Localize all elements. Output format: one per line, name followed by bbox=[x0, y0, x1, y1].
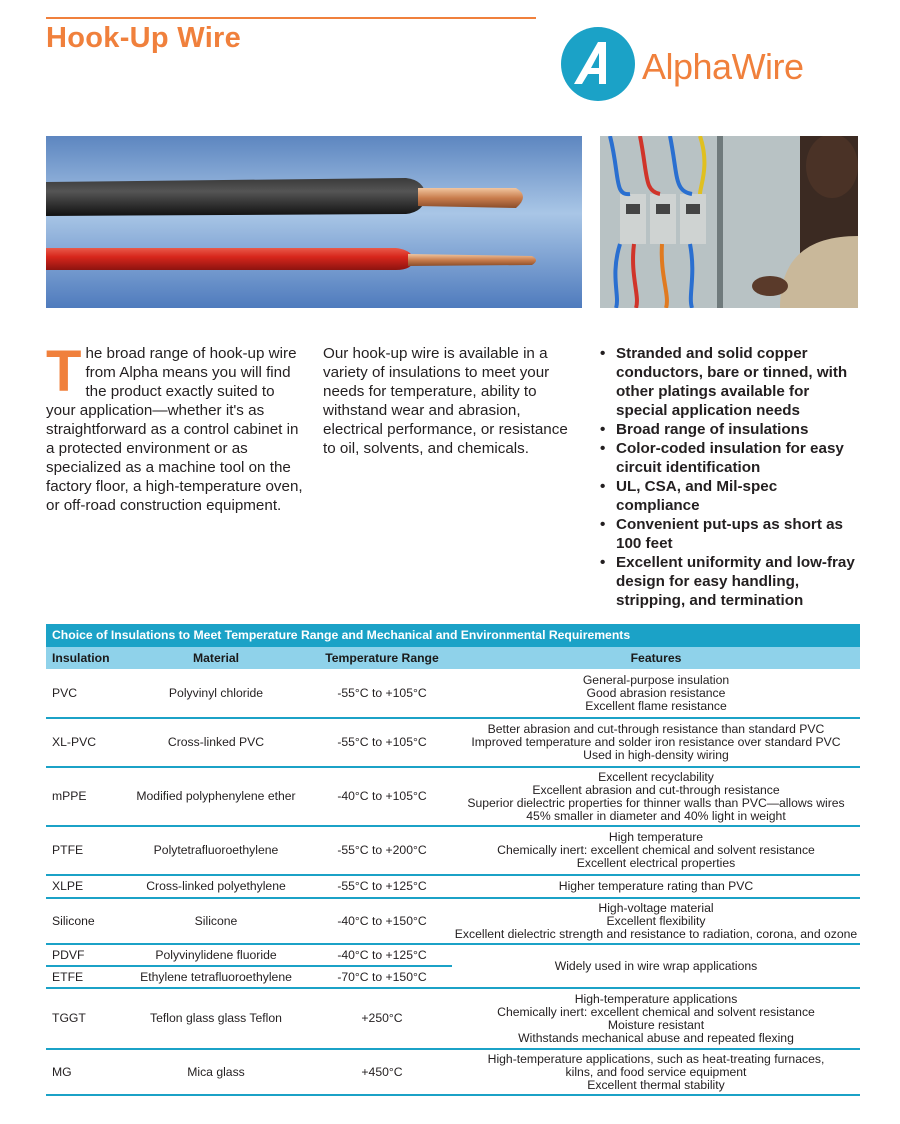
feature-line: 45% smaller in diameter and 40% light in weight bbox=[526, 808, 786, 823]
cell-temperature: -40°C to +105°C bbox=[312, 767, 452, 826]
table-row bbox=[46, 988, 860, 1049]
cell-insulation: mPPE bbox=[46, 767, 120, 826]
cell-material: Cross-linked polyethylene bbox=[120, 875, 312, 898]
cell-features bbox=[452, 875, 860, 898]
cell-material: Silicone bbox=[120, 898, 312, 944]
page-title: Hook-Up Wire bbox=[46, 22, 242, 54]
feature-line: Excellent flexibility bbox=[606, 913, 706, 928]
cell-material: Teflon glass glass Teflon bbox=[120, 988, 312, 1049]
feature-line: Good abrasion resistance bbox=[586, 685, 726, 700]
bullet-item: • Convenient put-ups as short as 100 feet bbox=[600, 515, 862, 553]
feature-line: Excellent thermal stability bbox=[587, 1077, 725, 1092]
feature-line: Withstands mechanical abuse and repeated flexing bbox=[518, 1030, 794, 1045]
table-row bbox=[46, 767, 860, 826]
table-row bbox=[46, 898, 860, 944]
cell-material: Polytetrafluoroethylene bbox=[120, 826, 312, 875]
feature-line: Chemically inert: excellent chemical and solvent resistance bbox=[497, 843, 815, 857]
feature-line: Moisture resistant bbox=[607, 1017, 705, 1032]
bullet-item: • UL, CSA, and Mil-spec compliance bbox=[600, 477, 862, 515]
table-row bbox=[46, 669, 860, 718]
cell-temperature: -55°C to +105°C bbox=[312, 669, 452, 718]
bullet-item: • Color-coded insulation for easy circuit identification bbox=[600, 439, 862, 477]
cell-insulation: XL-PVC bbox=[46, 718, 120, 767]
table-row bbox=[46, 718, 860, 767]
table-row bbox=[46, 875, 860, 898]
feature-line: Excellent electrical properties bbox=[576, 856, 736, 870]
cell-material: Ethylene tetrafluoroethylene bbox=[120, 966, 312, 988]
cell-temperature: -40°C to +150°C bbox=[312, 898, 452, 944]
feature-line: Superior dielectric properties for thinner walls than PVC—allows wires bbox=[467, 795, 845, 810]
cell-material: Mica glass bbox=[120, 1049, 312, 1095]
table-row bbox=[46, 1049, 860, 1095]
feature-line: Excellent abrasion and cut-through resistance bbox=[532, 782, 780, 797]
intro-text-1: he broad range of hook-up wire from Alpha means you will find the product exactly suited to your application—whether it's as straightforward as a control cabinet in a protected environment or as specialized as a machine tool on the factory floor, a high-temperature oven, or off-road construction equipment. bbox=[46, 345, 303, 514]
cell-material: Cross-linked PVC bbox=[120, 718, 312, 767]
header-material: Material bbox=[120, 647, 312, 669]
cell-insulation: MG bbox=[46, 1049, 120, 1095]
cell-features bbox=[452, 669, 860, 718]
panel-photo bbox=[600, 136, 858, 308]
logo-wordmark: AlphaWire bbox=[642, 46, 804, 87]
feature-line: Widely used in wire wrap applications bbox=[554, 958, 758, 973]
feature-line: High-temperature applications, such as heat-treating furnaces, bbox=[487, 1051, 825, 1066]
feature-line: Excellent recyclability bbox=[598, 769, 714, 784]
cell-material: Polyvinylidene fluoride bbox=[120, 944, 312, 966]
header-rule bbox=[46, 17, 536, 19]
header-temperature: Temperature Range bbox=[312, 647, 452, 669]
wire-photo bbox=[46, 136, 582, 308]
bullet-item: • Excellent uniformity and low-fray design for easy handling, stripping, and termination bbox=[600, 553, 862, 610]
cell-insulation: XLPE bbox=[46, 875, 120, 898]
feature-line: Chemically inert: excellent chemical and solvent resistance bbox=[497, 1004, 815, 1019]
feature-line: General-purpose insulation bbox=[582, 672, 730, 687]
cell-temperature: -55°C to +200°C bbox=[312, 826, 452, 875]
feature-line: High-temperature applications bbox=[574, 991, 738, 1006]
feature-line: High temperature bbox=[608, 830, 704, 844]
bullet-item: • Stranded and solid copper conductors, bare or tinned, with other platings available for special application needs bbox=[600, 344, 862, 420]
intro-column-2: Our hook-up wire is available in a variety of insulations to meet your needs for temperature, ability to withstand wear and abrasion, electrical performance, or resistance to oil, solvents, and chemicals. bbox=[323, 345, 568, 457]
cell-features bbox=[452, 826, 860, 875]
cell-insulation: PTFE bbox=[46, 826, 120, 875]
cell-temperature: +450°C bbox=[312, 1049, 452, 1095]
feature-line: Used in high-density wiring bbox=[583, 748, 729, 762]
feature-line: Excellent flame resistance bbox=[585, 698, 727, 713]
cell-insulation: PDVF bbox=[46, 944, 120, 966]
feature-line: Excellent dielectric strength and resistance to radiation, corona, and ozone bbox=[454, 926, 858, 941]
cell-features bbox=[452, 898, 860, 944]
header-insulation: Insulation bbox=[46, 647, 120, 669]
feature-line: High-voltage material bbox=[598, 900, 714, 915]
alphawire-logo-icon bbox=[560, 26, 636, 102]
cell-features bbox=[452, 944, 860, 988]
cell-temperature: -40°C to +125°C bbox=[312, 944, 452, 966]
header-features: Features bbox=[452, 647, 860, 669]
feature-bullet-list bbox=[600, 344, 862, 610]
feature-line: kilns, and food service equipment bbox=[565, 1064, 747, 1079]
cell-temperature: +250°C bbox=[312, 988, 452, 1049]
table-caption: Choice of Insulations to Meet Temperature Range and Mechanical and Environmental Requirements bbox=[46, 624, 860, 647]
intro-column-1 bbox=[46, 339, 308, 515]
cell-features bbox=[452, 718, 860, 767]
feature-line: Better abrasion and cut-through resistance than standard PVC bbox=[487, 722, 825, 736]
cell-features bbox=[452, 767, 860, 826]
insulation-table bbox=[46, 624, 860, 1096]
alphawire-logo bbox=[560, 26, 850, 102]
cell-features bbox=[452, 1049, 860, 1095]
cell-features bbox=[452, 988, 860, 1049]
cell-insulation: ETFE bbox=[46, 966, 120, 988]
cell-temperature: -55°C to +105°C bbox=[312, 718, 452, 767]
drop-cap: T bbox=[46, 339, 82, 404]
cell-material: Polyvinyl chloride bbox=[120, 669, 312, 718]
cell-insulation: PVC bbox=[46, 669, 120, 718]
cell-temperature: -55°C to +125°C bbox=[312, 875, 452, 898]
cell-temperature: -70°C to +150°C bbox=[312, 966, 452, 988]
cell-insulation: TGGT bbox=[46, 988, 120, 1049]
table-row bbox=[46, 944, 860, 966]
cell-insulation: Silicone bbox=[46, 898, 120, 944]
feature-line: Higher temperature rating than PVC bbox=[558, 879, 754, 893]
feature-line: Improved temperature and solder iron resistance over standard PVC bbox=[471, 735, 841, 749]
cell-material: Modified polyphenylene ether bbox=[120, 767, 312, 826]
bullet-item: • Broad range of insulations bbox=[600, 420, 862, 439]
table-row bbox=[46, 826, 860, 875]
